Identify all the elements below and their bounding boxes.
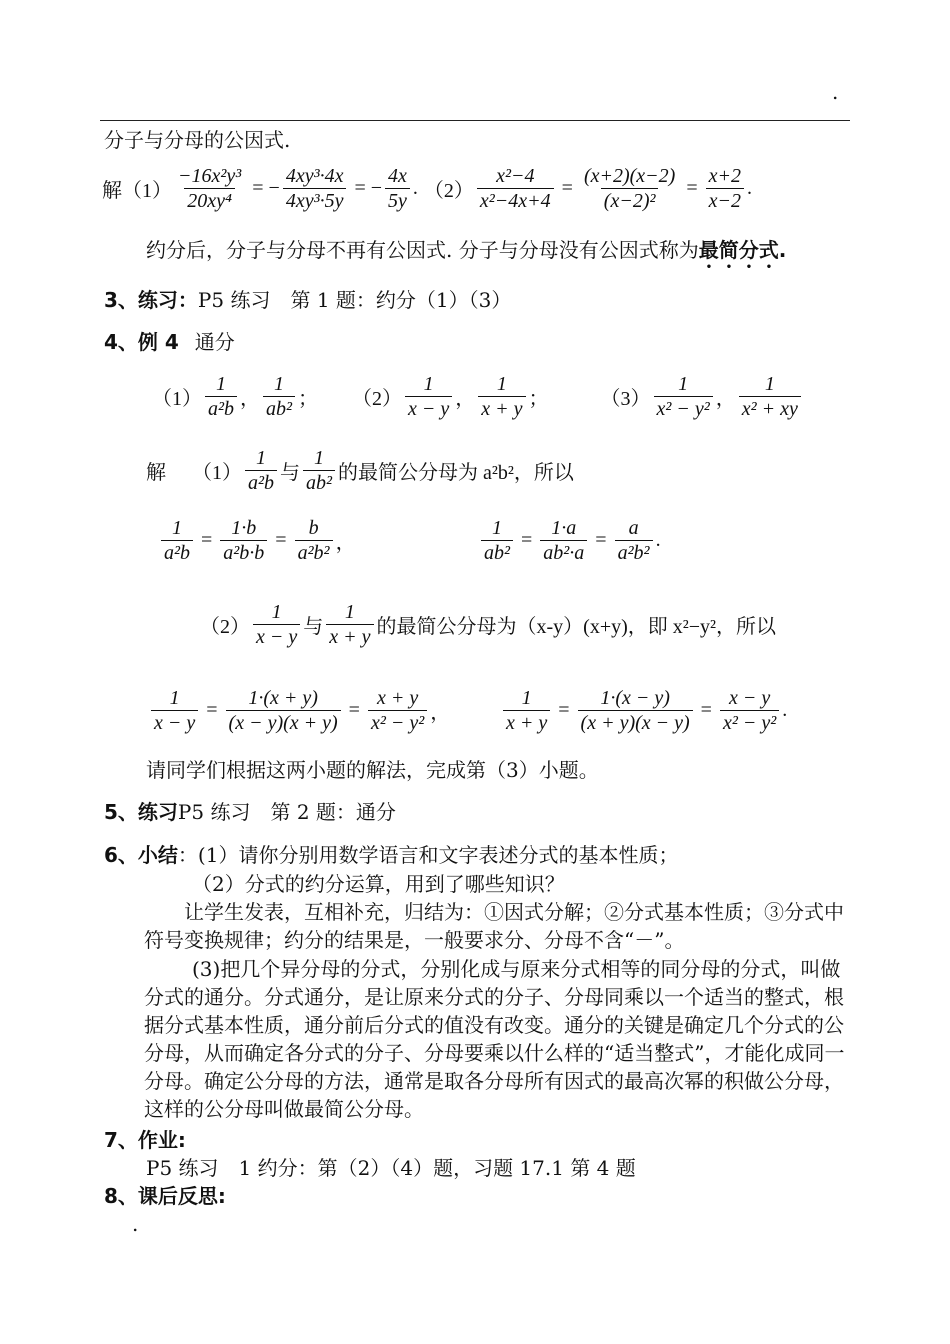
fraction: $\frac{(x+2)(x-2)}{\text{(x−2)²}}$ <box>583 165 676 212</box>
summary-paragraph-1: 让学生发表，互相补充，归结为：①因式分解；②分式基本性质；③分式中符号变换规律；约分的结果是，一般要求分、分母不含“－”。 <box>144 900 844 952</box>
section-4: 4、例 4 通分 <box>104 330 235 354</box>
solution-part-2: （2） $\frac{1}{x - y}$ 与 $\frac{1}{x + y}$ 的最简公分母为（x-y）(x+y)，即 x²−y²，所以 <box>200 601 777 648</box>
footer-dot: . <box>132 1212 139 1236</box>
section-3: 3、练习：P5 练习 第 1 题：约分（1）（3） <box>104 288 512 312</box>
after-reduce-text: 约分后，分子与分母不再有公因式. 分子与分母没有公因式称为最简分式. <box>146 238 787 262</box>
intro-text: 分子与分母的公因式. <box>104 128 291 152</box>
section-5: 5、练习P5 练习 第 2 题：通分 <box>104 800 396 824</box>
result-row-1b: $\frac{1}{\text{ab²}}$ = $\frac{1\cdot a}{\text{ab²·a}}$ = $\frac{a}{\text{a²b²}}$ . <box>478 516 661 565</box>
header-rule <box>100 120 850 121</box>
header-dot: . <box>832 80 839 104</box>
section-7-label: 7、作业: <box>104 1128 186 1152</box>
please-text: 请同学们根据这两小题的解法，完成第（3）小题。 <box>146 758 599 782</box>
section-7-text: P5 练习 1 约分：第（2）（4）题，习题 17.1 第 4 题 <box>146 1156 636 1180</box>
section-8-label: 8、课后反思: <box>104 1184 226 1208</box>
fraction: $\frac{4x}{5y}$ <box>385 164 410 213</box>
fraction: $\frac{\text{4xy³·4x}}{\text{4xy³·5y}}$ <box>283 164 347 213</box>
solution-part-1: 解 （1） $\frac{1}{\text{a²b}}$ 与 $\frac{1}{\text{ab²}}$ 的最简公分母为 a²b²，所以 <box>146 447 574 494</box>
result-row-2b: $\frac{1}{x + y}$ = $\frac{1\cdot(x - y)}{(x + y)(x - y)}$ = $\frac{x - y}{\text{x² − y²}}$ . <box>500 686 787 735</box>
section-6-q2: （2）分式的约分运算，用到了哪些知识？ <box>192 872 565 896</box>
fraction: $\frac{x+2}{x-2}$ <box>706 164 744 213</box>
simplest-fraction-term: 最简分式. <box>698 238 787 262</box>
section-6: 6、小结：(1）请你分别用数学语言和文字表述分式的基本性质； <box>104 843 679 867</box>
fraction: $\frac{\text{−16x²y³}}{\text{20xy⁴}}$ <box>178 165 242 212</box>
fraction: $\frac{\text{x²−4}}{\text{x²−4x+4}}$ <box>477 164 554 213</box>
summary-paragraph-2: (3)把几个异分母的分式，分别化成与原来分式相等的同分母的分式，叫做分式的通分。分式通分，是让原来分式的分子、分母同乘以一个适当的整式，根据分式基本性质，通分前后分式的值没有改变。通分的关键是确定几个分式的公分母，从而确定各分式的分子、分母要乘以什么样的“适当整式”，才能化成同一分母。确定公分母的方法，通常是取各分母所有因式的最高次幂的积做公分母，这样的公分母叫做最简公分母。 <box>144 957 845 1121</box>
example-4-problems: （1） $\frac{1}{\text{a²b}}$ ， $\frac{1}{\text{ab²}}$ ； （2） $\frac{1}{x - y}$ ， $\frac{1}{x + y}$ ； （3） $\frac{1}{\text{x² − y²}}$ ， $\frac{1}{\text{x² + xy}}$ <box>152 372 804 421</box>
result-row-2a: $\frac{1}{x - y}$ = $\frac{1\cdot(x + y)}{(x - y)(x + y)}$ = $\frac{x + y}{\text{x² − y²}}$ ， <box>148 686 450 735</box>
reduction-equation: 解（1） $\frac{\text{−16x²y³}}{\text{20xy⁴}}$ = − $\frac{\text{4xy³·4x}}{\text{4xy³·5y}}$ = − $\frac{4x}{5y}$ . （2） $\frac{\text{x²−4}}{\text{x²−4x+4}}$ = $\frac{(x+2)(x-2)}{\text{(x−2)²}}$ = $\frac{x+2}{x-2}$ . <box>102 165 752 212</box>
result-row-1a: $\frac{1}{\text{a²b}}$ = $\frac{1\cdot b}{\text{a²b·b}}$ = $\frac{b}{\text{a²b²}}$ ， <box>158 516 356 565</box>
label: 解（1） <box>102 180 172 202</box>
